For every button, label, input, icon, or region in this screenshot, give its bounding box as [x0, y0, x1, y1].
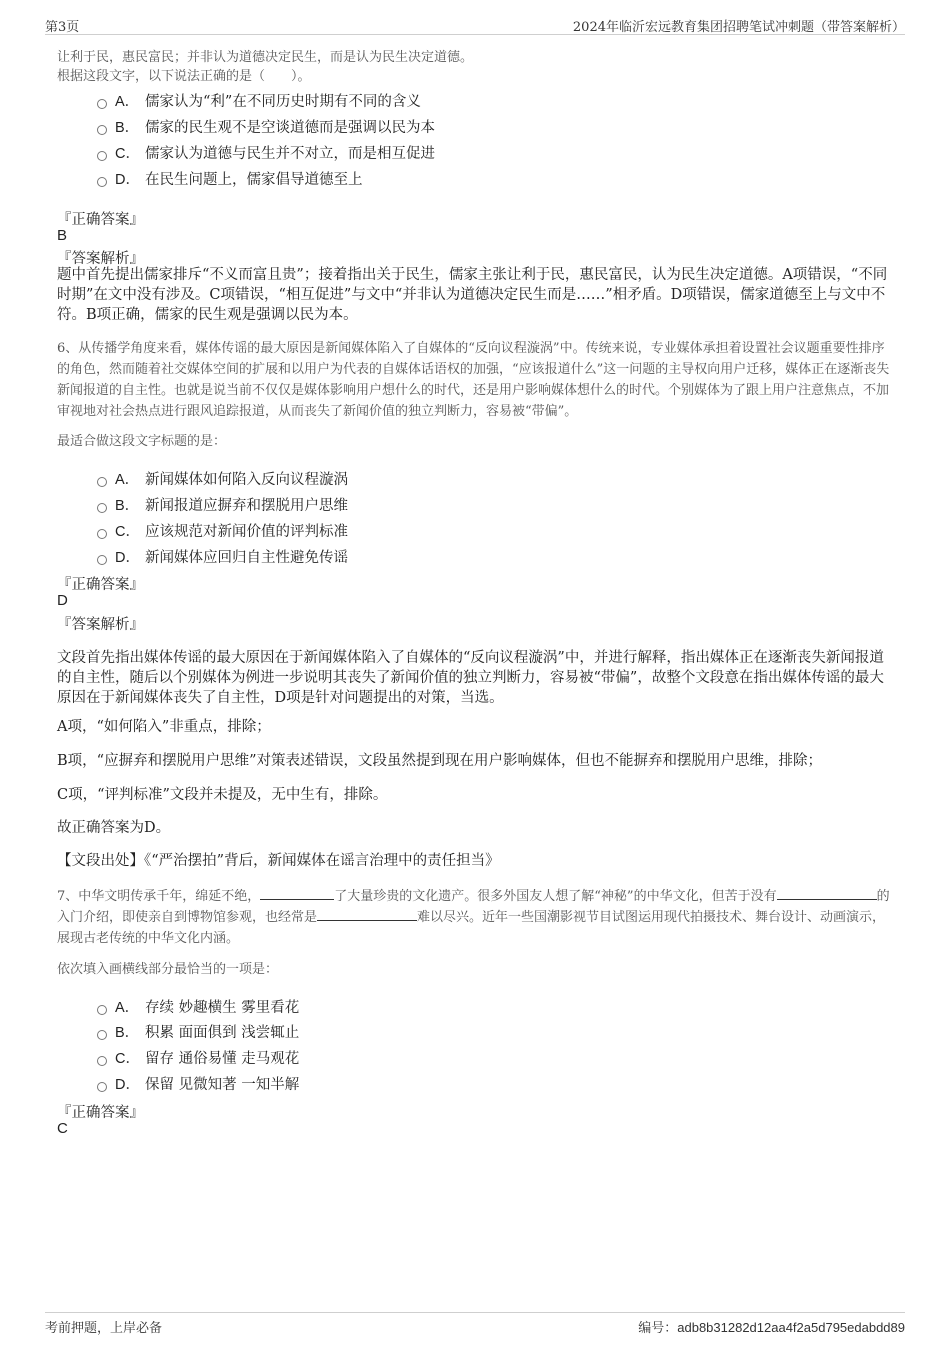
q6-analysis-c: C项，“评判标准”文段并未提及，无中生有，排除。 [57, 787, 388, 803]
q5-analysis-label: 『答案解析』 [57, 251, 144, 267]
blank-3 [317, 908, 417, 921]
q6-option-d[interactable]: D． 新闻媒体应回归自主性避免传谣 [97, 546, 348, 567]
q7-answer: C [57, 1120, 68, 1137]
radio-icon[interactable] [97, 477, 107, 487]
q6-source: 【文段出处】《“严治摆拍”背后，新闻媒体在谣言治理中的责任担当》 [57, 853, 500, 869]
q6-option-a[interactable]: A． 新闻媒体如何陷入反向议程漩涡 [97, 468, 348, 489]
radio-icon[interactable] [97, 151, 107, 161]
q6-analysis-conclusion: 故正确答案为D。 [57, 820, 171, 836]
radio-icon[interactable] [97, 1005, 107, 1015]
page-header [45, 14, 905, 35]
q7-prompt: 依次填入画横线部分最恰当的一项是： [57, 962, 279, 977]
q7-option-a[interactable]: A． 存续 妙趣横生 雾里看花 [97, 996, 299, 1017]
q5-answer: B [57, 227, 68, 244]
q5-stem-tail: 让利于民，惠民富民；并非认为道德决定民生，而是认为民生决定道德。 [57, 50, 474, 65]
page-number: 第3页 [45, 20, 80, 35]
document-title: 2024年临沂宏远教育集团招聘笔试冲刺题（带答案解析） [572, 20, 905, 35]
radio-icon[interactable] [97, 125, 107, 135]
radio-icon[interactable] [97, 1030, 107, 1040]
q6-answer: D [57, 592, 68, 609]
footer-code: 编号：adb8b31282d12aa4f2a5d795edabdd89 [638, 1320, 905, 1336]
radio-icon[interactable] [97, 529, 107, 539]
radio-icon[interactable] [97, 1082, 107, 1092]
blank-1 [260, 887, 334, 900]
q7-option-c[interactable]: C． 留存 通俗易懂 走马观花 [97, 1047, 299, 1068]
q5-prompt: 根据这段文字，以下说法正确的是（ ）。 [57, 69, 311, 84]
q5-option-d[interactable]: D． 在民生问题上，儒家倡导道德至上 [97, 168, 363, 189]
q6-stem: 6、从传播学角度来看，媒体传谣的最大原因是新闻媒体陷入了自媒体的“反向议程漩涡”中。传统来说，专业媒体承担着设置社会议题重要性排序的角色，然而随着社交媒体空间的扩展和以用户为代表的自媒体话语权的加强，“应该报道什么”这一问题的主导权向用户迁移，媒体正在逐渐丧失新闻报道的自主性。也就是说当前不仅仅是媒体影响用户想什么的时代，还是用户影响媒体想什么的时代。个别媒体为了跟上用户注意焦点，不加审视地对社会热点进行跟风追踪报道，从而丧失了新闻价值的独立判断力，容易被“带偏”。 [57, 341, 890, 419]
radio-icon[interactable] [97, 1056, 107, 1066]
q7-stem: 7、中华文明传承千年，绵延不绝， 了大量珍贵的文化遗产。很多外国友人想了解“神秘”的中华文化，但苦于没有 的入门介绍，即使亲自到博物馆参观，也经常是 难以尽兴。近年一些国潮影视节目试图运用现代拍摄技术、舞台设计、动画演示，展现古老传统的中华文化内涵。 [57, 889, 890, 946]
q7-answer-label: 『正确答案』 [57, 1105, 144, 1121]
q6-analysis-label: 『答案解析』 [57, 617, 144, 633]
q5-answer-label: 『正确答案』 [57, 212, 144, 228]
q6-option-b[interactable]: B． 新闻报道应摒弃和摆脱用户思维 [97, 494, 348, 515]
radio-icon[interactable] [97, 503, 107, 513]
radio-icon[interactable] [97, 99, 107, 109]
radio-icon[interactable] [97, 177, 107, 187]
q6-analysis-a: A项，“如何陷入”非重点，排除； [57, 719, 271, 735]
blank-2 [777, 887, 877, 900]
q7-option-b[interactable]: B． 积累 面面俱到 浅尝辄止 [97, 1021, 299, 1042]
q6-answer-label: 『正确答案』 [57, 577, 144, 593]
q5-option-c[interactable]: C． 儒家认为道德与民生并不对立，而是相互促进 [97, 142, 435, 163]
q5-analysis: 题中首先提出儒家排斥“不义而富且贵”；接着指出关于民生，儒家主张让利于民，惠民富民，认为民生决定道德。A项错误，“不同时期”在文中没有涉及。C项错误，“相互促进”与文中“并非认为道德决定民生而是……”相矛盾。D项错误，儒家道德至上与文中不符。B项正确，儒家的民生观是强调以民为本。 [57, 267, 888, 323]
q6-prompt: 最适合做这段文字标题的是： [57, 434, 227, 449]
page-footer [45, 1312, 905, 1335]
q5-option-a[interactable]: A． 儒家认为“利”在不同历史时期有不同的含义 [97, 90, 421, 111]
radio-icon[interactable] [97, 555, 107, 565]
q6-analysis-b: B项，“应摒弃和摆脱用户思维”对策表述错误，文段虽然提到现在用户影响媒体，但也不能摒弃和摆脱用户思维，排除； [57, 753, 822, 769]
footer-slogan: 考前押题，上岸必备 [45, 1321, 163, 1336]
q6-option-c[interactable]: C． 应该规范对新闻价值的评判标准 [97, 520, 348, 541]
q6-analysis-main: 文段首先指出媒体传谣的最大原因在于新闻媒体陷入了自媒体的“反向议程漩涡”中，并进行解释，指出媒体正在逐渐丧失新闻报道的自主性，随后以个别媒体为例进一步说明其丧失了新闻价值的独立判断力，容易被“带偏”，故整个文段意在指出媒体传谣的最大原因在于新闻媒体丧失了自主性，D项是针对问题提出的对策，当选。 [57, 650, 884, 706]
q7-option-d[interactable]: D． 保留 见微知著 一知半解 [97, 1073, 299, 1094]
q5-option-b[interactable]: B． 儒家的民生观不是空谈道德而是强调以民为本 [97, 116, 435, 137]
